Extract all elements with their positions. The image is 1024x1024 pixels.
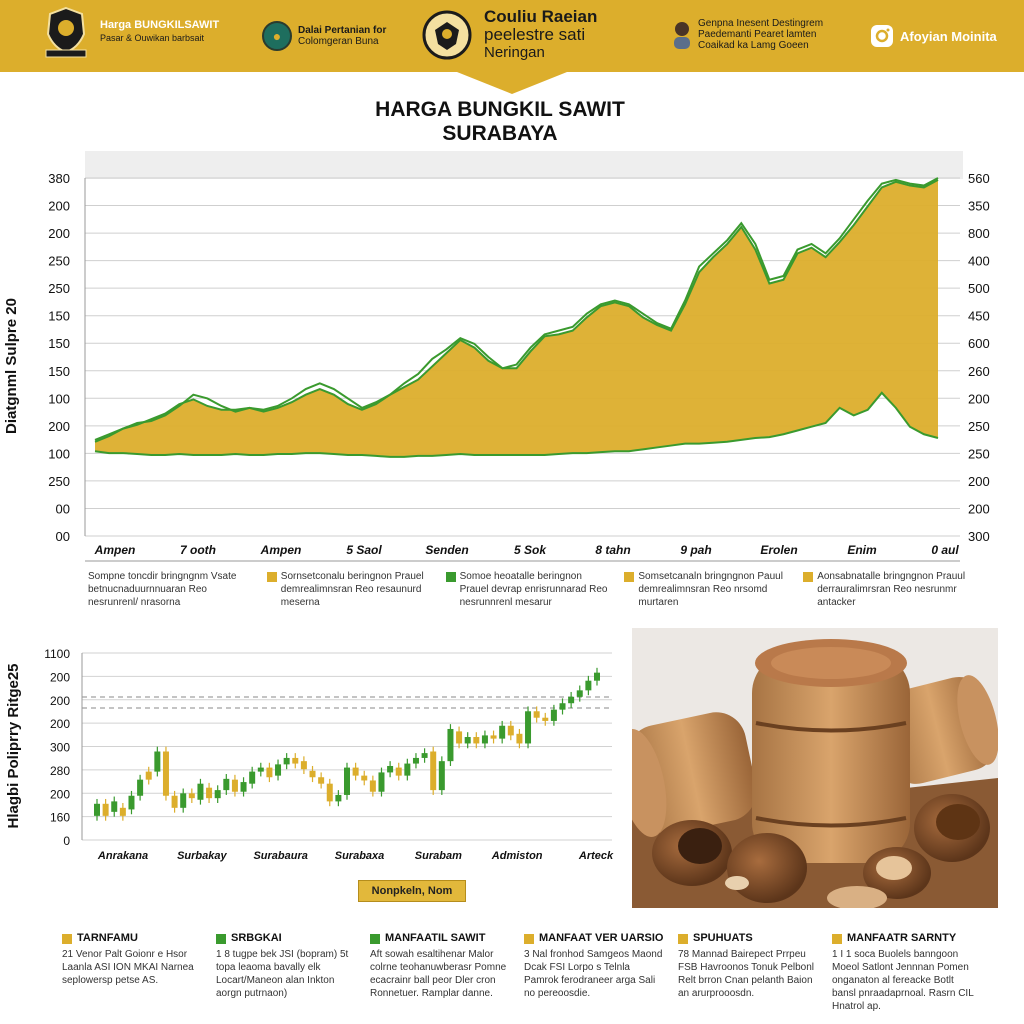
y-tick-right: 560 bbox=[968, 171, 990, 186]
candle-body bbox=[508, 726, 514, 736]
candle-body bbox=[387, 766, 393, 772]
candle-body bbox=[551, 710, 557, 721]
x-tick: Ampen bbox=[94, 543, 136, 557]
legend-text: Sornsetconalu beringnon Prauel demrealimnsran Reo resaunurd meserna bbox=[280, 571, 424, 608]
header-center-line1: Couliu Raeian bbox=[484, 7, 598, 26]
candle-body bbox=[422, 753, 428, 758]
y-tick-left: 150 bbox=[48, 308, 70, 324]
y-tick-left: 200 bbox=[48, 226, 70, 242]
candle-body bbox=[491, 735, 497, 738]
candle-body bbox=[223, 779, 229, 790]
product-photo bbox=[632, 628, 998, 908]
footer-body: 3 Nal fronhod Samgeos Maond Dcak FSI Lorpo s Telnla Pamrok ferodraneer arga Sali no pereoosdie. bbox=[524, 949, 663, 999]
candle-chart-grid bbox=[82, 653, 612, 840]
y-tick-right: 800 bbox=[968, 226, 990, 242]
footer-heading-text: MANFAATR SARNTY bbox=[847, 932, 957, 944]
candle-body bbox=[447, 729, 453, 761]
footer-heading bbox=[832, 932, 974, 945]
candle-body bbox=[120, 808, 126, 816]
y-tick-right: 400 bbox=[968, 253, 990, 269]
header-logo2-sub: Colomgeran Buna bbox=[298, 36, 379, 47]
candle-body bbox=[232, 780, 238, 792]
footer-body: 1 I 1 soca Buolels banngoon Moeol Satlont Jennnan Pomen onganaton al fereacke Botlt bansl pnraadaprnoal. Rasrn CIL Hnatrol ap. bbox=[832, 949, 974, 1012]
main-chart-y-label: Diatgnml Sulpre 20 bbox=[3, 298, 20, 434]
candle-body bbox=[370, 780, 376, 791]
candle-body bbox=[327, 784, 333, 802]
footer-swatch bbox=[370, 934, 380, 944]
candle-body bbox=[594, 673, 600, 681]
x-tick: Senden bbox=[425, 543, 469, 557]
y-tick-left: 100 bbox=[48, 446, 70, 462]
candle-body bbox=[318, 777, 324, 783]
instagram-label: Afoyian Moinita bbox=[900, 28, 997, 44]
candle-chart-y-label: Hlagbi Poliprry Ritge25 bbox=[5, 663, 22, 829]
candle-body bbox=[585, 681, 591, 691]
globe-logo-icon: ● bbox=[262, 21, 292, 51]
candle-body bbox=[111, 801, 117, 811]
header-logo1-title: Harga BUNGKILSAWIT bbox=[100, 19, 220, 31]
footer-notes bbox=[62, 932, 982, 1013]
x-tick: 8 tahn bbox=[595, 543, 631, 557]
header-center-line3: Neringan bbox=[484, 44, 545, 61]
x-tick: Arteck bbox=[578, 850, 614, 862]
candle-body bbox=[189, 793, 195, 798]
legend-text: Somoe heoatalle beringnon Prauel devrap enrisrunnarad Reo nesrunnrenl mesarur bbox=[459, 571, 608, 608]
footer-column bbox=[524, 932, 666, 1013]
footer-heading bbox=[216, 932, 358, 945]
legend-item bbox=[803, 570, 968, 609]
footer-column bbox=[370, 932, 512, 1013]
footer-column bbox=[216, 932, 358, 1013]
x-tick: Surabam bbox=[414, 850, 462, 862]
x-tick: Surabaura bbox=[253, 850, 308, 862]
header-block4-line2: Paedemanti Pearet lamten bbox=[698, 29, 817, 40]
footer-column bbox=[832, 932, 974, 1013]
main-chart-y-ticks-right bbox=[968, 171, 990, 544]
chart-title-line1: HARGA BUNGKIL SAWIT bbox=[375, 98, 625, 121]
candle-body bbox=[361, 776, 367, 781]
footer-heading-text: MANFAATIL SAWIT bbox=[385, 932, 486, 944]
candle-body bbox=[473, 737, 479, 743]
candle-body bbox=[103, 804, 109, 816]
x-tick: 0 aul bbox=[931, 543, 959, 557]
candle-body bbox=[163, 752, 169, 796]
candle-body bbox=[577, 690, 583, 696]
footer-heading bbox=[62, 932, 204, 945]
footer-column bbox=[62, 932, 204, 1013]
y-tick-left: 250 bbox=[48, 281, 70, 297]
footer-swatch bbox=[216, 934, 226, 944]
legend-text: Sompne toncdir bringngnm Vsate betnucnaduurnnuaran Reo nesrunrenl/ nrasorna bbox=[88, 571, 237, 608]
y-tick: 200 bbox=[49, 787, 70, 802]
x-tick: 5 Saol bbox=[346, 543, 382, 557]
y-tick-right: 250 bbox=[968, 446, 990, 462]
candle-body bbox=[292, 758, 298, 764]
candle-body bbox=[310, 771, 316, 777]
legend-text: Aonsabnatalle bringngnon Prauul derrauralimrsran Reo nesrunmr antacker bbox=[817, 571, 966, 608]
candle-body bbox=[215, 790, 221, 798]
y-tick-right: 260 bbox=[968, 363, 990, 379]
footer-body: Aft sowah esaltihenar Malor colrne teohanuwberasr Pomne ecacrainr ball peor Dler cron Ronnetuer. Ramplar danne. bbox=[370, 949, 507, 999]
header-logo1-sub: Pasar & Ouwikan barbsait bbox=[100, 33, 205, 43]
y-tick: 200 bbox=[49, 693, 70, 708]
candle-body bbox=[266, 768, 272, 778]
footer-heading-text: TARNFAMU bbox=[77, 932, 138, 944]
candle-body bbox=[560, 703, 566, 709]
candle-body bbox=[206, 788, 212, 798]
candle-body bbox=[516, 734, 522, 744]
header-block4-line3: Coaikad ka Lamg Goeen bbox=[698, 40, 809, 51]
candle-body bbox=[301, 761, 307, 769]
y-tick-right: 250 bbox=[968, 418, 990, 434]
y-tick: 1100 bbox=[44, 647, 70, 661]
candle-chart-candles bbox=[94, 668, 600, 821]
x-tick: Admiston bbox=[491, 850, 543, 862]
x-tick: 9 pah bbox=[680, 543, 712, 557]
candle-body bbox=[249, 772, 255, 784]
y-tick: 200 bbox=[49, 717, 70, 732]
y-tick-right: 600 bbox=[968, 336, 990, 352]
candle-body bbox=[172, 796, 178, 808]
footer-swatch bbox=[62, 934, 72, 944]
candle-body bbox=[128, 796, 134, 810]
footer-body: 21 Venor Palt Goionr e Hsor Laanla ASI ION MKAI Narnea seplowersp petse AS. bbox=[62, 949, 194, 986]
candle-body bbox=[465, 737, 471, 743]
y-tick-left: 00 bbox=[55, 529, 70, 544]
footer-heading-text: SRBGKAI bbox=[231, 932, 282, 944]
y-tick-right: 500 bbox=[968, 281, 990, 297]
y-tick: 160 bbox=[49, 810, 70, 825]
y-tick: 300 bbox=[49, 740, 70, 755]
y-tick-left: 200 bbox=[48, 198, 70, 214]
candle-body bbox=[335, 795, 341, 801]
candle-body bbox=[482, 735, 488, 743]
candle-body bbox=[197, 784, 203, 800]
footer-body: 1 8 tugpe bek JSI (bopram) 5t topa leaoma bavally elk Locart/Maneon alan Inkton aorgn putrnaon) bbox=[216, 949, 349, 999]
y-tick-left: 150 bbox=[48, 363, 70, 379]
y-tick-right: 350 bbox=[968, 198, 990, 214]
candle-body bbox=[180, 793, 186, 807]
candle-body bbox=[146, 772, 152, 780]
header-logo2-title: Dalai Pertanian for bbox=[298, 25, 387, 36]
y-tick: 280 bbox=[49, 763, 70, 778]
y-tick-right: 200 bbox=[968, 501, 990, 517]
candle-body bbox=[378, 772, 384, 791]
y-tick-left: 250 bbox=[48, 473, 70, 489]
chart-title-line2: SURABAYA bbox=[442, 122, 558, 145]
candle-body bbox=[154, 752, 160, 772]
y-tick-left: 150 bbox=[48, 336, 70, 352]
candle-body bbox=[456, 731, 462, 743]
y-tick-left: 250 bbox=[48, 253, 70, 269]
y-tick-left: 200 bbox=[48, 418, 70, 434]
candle-body bbox=[284, 758, 290, 764]
candle-chart-y-ticks bbox=[44, 647, 70, 848]
candle-body bbox=[275, 764, 281, 775]
footer-heading-text: MANFAAT VER UARSIO bbox=[539, 932, 664, 944]
candle-body bbox=[499, 726, 505, 739]
candle-body bbox=[542, 718, 548, 721]
x-tick: Erolen bbox=[760, 543, 798, 557]
legend-text: Somsetcanaln bringngnon Pauul demrealimnsran Reo nrsomd murtaren bbox=[638, 571, 783, 608]
x-tick: Ampen bbox=[260, 543, 302, 557]
y-tick-right: 200 bbox=[968, 391, 990, 407]
footer-swatch bbox=[524, 934, 534, 944]
candle-body bbox=[430, 752, 436, 791]
candle-body bbox=[396, 768, 402, 776]
footer-body: 78 Mannad Bairepect Prrpeu FSB Havroonos Tonuk Pelbonl Relt brron Cnan pelanth Baion an arurprooosdn. bbox=[678, 949, 815, 999]
candle-body bbox=[534, 711, 540, 717]
y-tick-left: 100 bbox=[48, 391, 70, 407]
y-tick-right: 450 bbox=[968, 308, 990, 324]
footer-heading bbox=[678, 932, 820, 945]
footer-heading bbox=[370, 932, 512, 945]
legend-item bbox=[624, 570, 789, 609]
x-tick: Surabaxa bbox=[334, 850, 385, 862]
region-tag: Nonpkeln, Nom bbox=[358, 880, 466, 902]
y-tick-right: 300 bbox=[968, 529, 990, 544]
candle-body bbox=[568, 697, 574, 703]
candle-chart-x-ticks bbox=[97, 850, 614, 862]
candle-body bbox=[258, 768, 264, 772]
y-tick: 0 bbox=[63, 834, 70, 848]
candle-body bbox=[439, 761, 445, 790]
x-tick: 7 ooth bbox=[180, 543, 216, 557]
footer-swatch bbox=[678, 934, 688, 944]
candle-body bbox=[404, 764, 410, 776]
candle-body bbox=[525, 711, 531, 743]
header-center-line2: peelestre sati bbox=[484, 25, 586, 44]
x-tick: 5 Sok bbox=[513, 543, 547, 557]
candle-body bbox=[344, 768, 350, 795]
candle-body bbox=[241, 782, 247, 792]
candle-body bbox=[137, 780, 143, 796]
candle-body bbox=[413, 758, 419, 764]
footer-heading bbox=[524, 932, 666, 945]
header-block4-line1: Genpna Inesent Destingrem bbox=[698, 18, 824, 29]
y-tick-left: 00 bbox=[55, 501, 70, 517]
x-tick: Anrakana bbox=[97, 850, 149, 862]
x-tick: Surbakay bbox=[177, 850, 227, 862]
y-tick-right: 200 bbox=[968, 473, 990, 489]
footer-column bbox=[678, 932, 820, 1013]
footer-swatch bbox=[832, 934, 842, 944]
legend-swatch bbox=[803, 572, 813, 582]
candle-body bbox=[94, 804, 100, 816]
footer-heading-text: SPUHUATS bbox=[693, 932, 753, 944]
x-tick: Enim bbox=[847, 543, 877, 557]
y-tick: 200 bbox=[49, 670, 70, 685]
candle-body bbox=[353, 768, 359, 776]
y-tick-left: 380 bbox=[48, 171, 70, 186]
